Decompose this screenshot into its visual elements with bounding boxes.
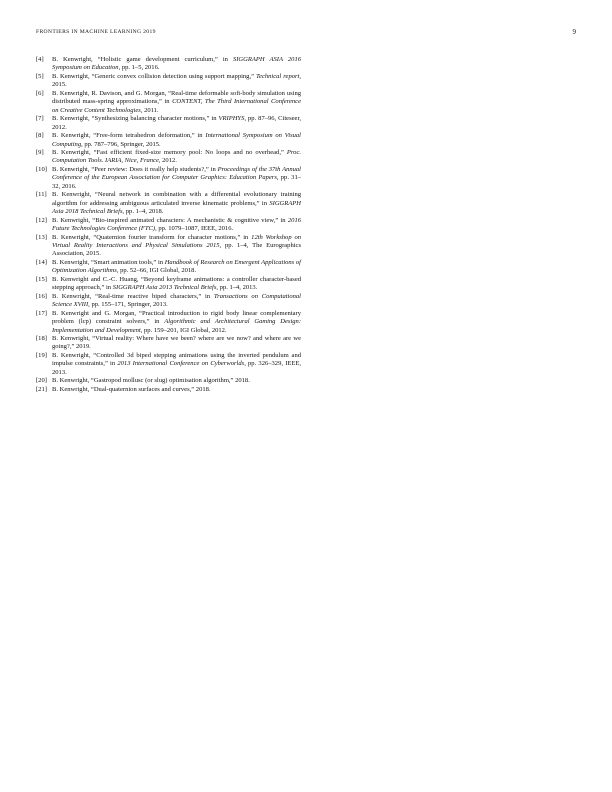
reference-venue: VRIPHYS [218,115,245,123]
reference-venue: Technical report [256,72,300,80]
reference-text [52,90,301,114]
reference-text [52,217,301,232]
running-head: FRONTIERS IN MACHINE LEARNING 2019 [36,29,156,35]
reference-venue: CONTENT, The Third International Conference on Creative Content Technologies [52,98,301,114]
reference-text-segment: , pp. 1–5, 2016. [118,64,160,72]
reference-text-segment: B. Kenwright, “Bio-inspired animated characters: A mechanistic & cognitive view,” in [52,216,288,224]
reference-text-segment: B. Kenwright, “Controlled 3d biped stepping animations using the inverted pendulum and impulse constraints,” in [52,351,301,368]
reference-text-segment: , pp. 1–4, 2018. [122,208,164,216]
reference-number: [19] [36,351,47,359]
reference-text-segment: , pp. 1–4, The Eurographics Association, 2015. [52,241,301,258]
reference-number: [5] [36,72,44,80]
reference-venue: Proc. Computation Tools. IARIA, Nice, France [52,148,301,165]
reference-venue: Proceedings of the 37th Annual Conference of the European Association for Computer Graphics: Education Papers [52,165,301,182]
reference-number: [8] [36,132,44,140]
reference-text [52,191,301,215]
reference-number: [12] [36,216,47,224]
reference-text-segment: , pp. 1–4, 2013. [216,284,258,292]
reference-text-segment: B. Kenwright, “Generic convex collision detection using support mapping,” [52,72,257,80]
reference-venue: 12th Workshop on Virtual Reality Interactions and Physical Simulations 2015 [52,233,301,249]
reference-text-segment: B. Kenwright and C.-C. Huang, “Beyond keyframe animations: a controller character-based stepping approach,” in [52,275,301,292]
reference-number: [14] [36,258,47,266]
reference-item [36,166,301,191]
reference-item [36,191,301,216]
reference-text-segment: , pp. 31–32, 2016. [52,174,301,190]
page-number: 9 [572,28,576,36]
reference-text-segment: B. Kenwright, “Free-form tetrahedron deformation,” in [52,132,206,140]
reference-text [52,115,301,130]
reference-text-segment: B. Kenwright, R. Davison, and G. Morgan, “Real-time deformable soft-body simulation using distributed mass-spring approximations,” in [52,89,301,106]
reference-venue: 2016 Future Technologies Conference (FTC) [52,216,301,233]
reference-item [36,217,301,234]
reference-venue: Handbook of Research on Emergent Applications of Optimization Algorithms [52,258,301,275]
reference-item [36,335,301,352]
reference-text-segment: B. Kenwright, “Virtual reality: Where have we been? where are we now? and where are we going?,” 2019. [52,334,301,351]
reference-text-segment: , 2015. [52,72,301,89]
reference-item [36,386,301,394]
reference-item [36,377,301,385]
reference-text-segment: , pp. 87–96, Citeseer, 2012. [52,115,302,131]
reference-text-segment: B. Kenwright and G. Morgan, “Practical introduction to rigid body linear complementary problem (lcp) constraint solvers,” in [52,309,301,326]
reference-text [52,166,301,190]
reference-text-segment: B. Kenwright, “Synthesizing balancing character motions,” in [52,115,219,123]
reference-item [36,115,301,132]
reference-number: [18] [36,334,47,342]
reference-number: [7] [36,115,44,123]
reference-venue: SIGGRAPH ASIA 2016 Symposium on Education [52,56,301,72]
reference-text-segment: , 2011. [140,106,159,114]
reference-number: [20] [36,377,47,385]
reference-text-segment: B. Kenwright, “Neural network in combination with a differential evolutionary training algorithm for addressing ambiguous articulated inverse kinematic problems,” in [52,191,301,207]
reference-number: [6] [36,89,44,97]
reference-item [36,352,301,377]
reference-text-segment: B. Kenwright, “Quaternion fourier transform for character motions,” in [52,233,252,241]
reference-text [52,377,250,384]
reference-item [36,276,301,293]
reference-list [36,56,301,394]
reference-item [36,293,301,310]
reference-text-segment: , pp. 1079–1087, IEEE, 2016. [155,225,234,233]
reference-item [36,73,301,90]
reference-venue: SIGGRAPH Asia 2018 Technical Briefs [52,199,301,216]
reference-item [36,132,301,149]
reference-text [52,310,301,334]
reference-text [52,149,301,164]
reference-text [52,276,301,291]
reference-text-segment: , pp. 155–171, Springer, 2013. [88,301,168,309]
reference-text-segment: , pp. 787–796, Springer, 2015. [81,140,161,148]
reference-text [52,293,301,308]
reference-text-segment: , pp. 159–201, IGI Global, 2012. [140,326,227,334]
reference-text [52,259,301,274]
reference-text-segment: B. Kenwright, “Dual-quaternion surfaces and curves,” 2018. [52,385,211,393]
reference-text [52,352,301,376]
reference-number: [11] [36,191,47,199]
reference-number: [17] [36,309,47,317]
reference-text-segment: B. Kenwright, “Holistic game development curriculum,” in [52,56,233,63]
reference-item [36,310,301,335]
reference-text [52,56,301,71]
reference-text-segment: B. Kenwright, “Peer review: Does it really help students?,” in [52,165,218,173]
reference-item [36,259,301,276]
reference-text-segment: B. Kenwright, “Gastropod mollusc (or slug) optimisation algorithm,” 2018. [52,377,250,385]
reference-venue: Transactions on Computational Science XVIII [52,292,301,309]
reference-text-segment: , pp. 52–66, IGI Global, 2018. [116,267,197,275]
reference-number: [15] [36,275,47,283]
reference-text-segment: B. Kenwright, “Smart animation tools,” in [52,258,165,266]
reference-venue: International Symposium on Visual Computing [52,132,301,148]
reference-item [36,234,301,259]
reference-text-segment: B. Kenwright, “Fast efficient fixed-size memory pool: No loops and no overhead,” [52,148,287,156]
reference-text [52,386,211,393]
reference-text-segment: B. Kenwright, “Real-time reactive biped characters,” in [52,292,214,300]
reference-venue: SIGGRAPH Asia 2013 Technical Briefs [112,284,217,292]
reference-item [36,56,301,73]
reference-number: [16] [36,292,47,300]
reference-text [52,234,301,258]
reference-number: [4] [36,56,44,63]
reference-number: [9] [36,148,44,156]
reference-item [36,90,301,115]
reference-number: [21] [36,385,47,393]
reference-venue: Algorithmic and Architectural Gaming Design: Implementation and Development [52,318,302,334]
reference-text [52,335,301,350]
reference-number: [13] [36,233,47,241]
reference-venue: 2013 International Conference on Cyberworlds [117,360,245,368]
reference-number: [10] [36,165,47,173]
reference-text-segment: , pp. 326–329, IEEE, 2013. [52,360,302,376]
reference-text-segment: , 2012. [158,157,177,165]
reference-item [36,149,301,166]
reference-text [52,73,301,88]
reference-text [52,132,301,147]
page-header [36,29,576,39]
